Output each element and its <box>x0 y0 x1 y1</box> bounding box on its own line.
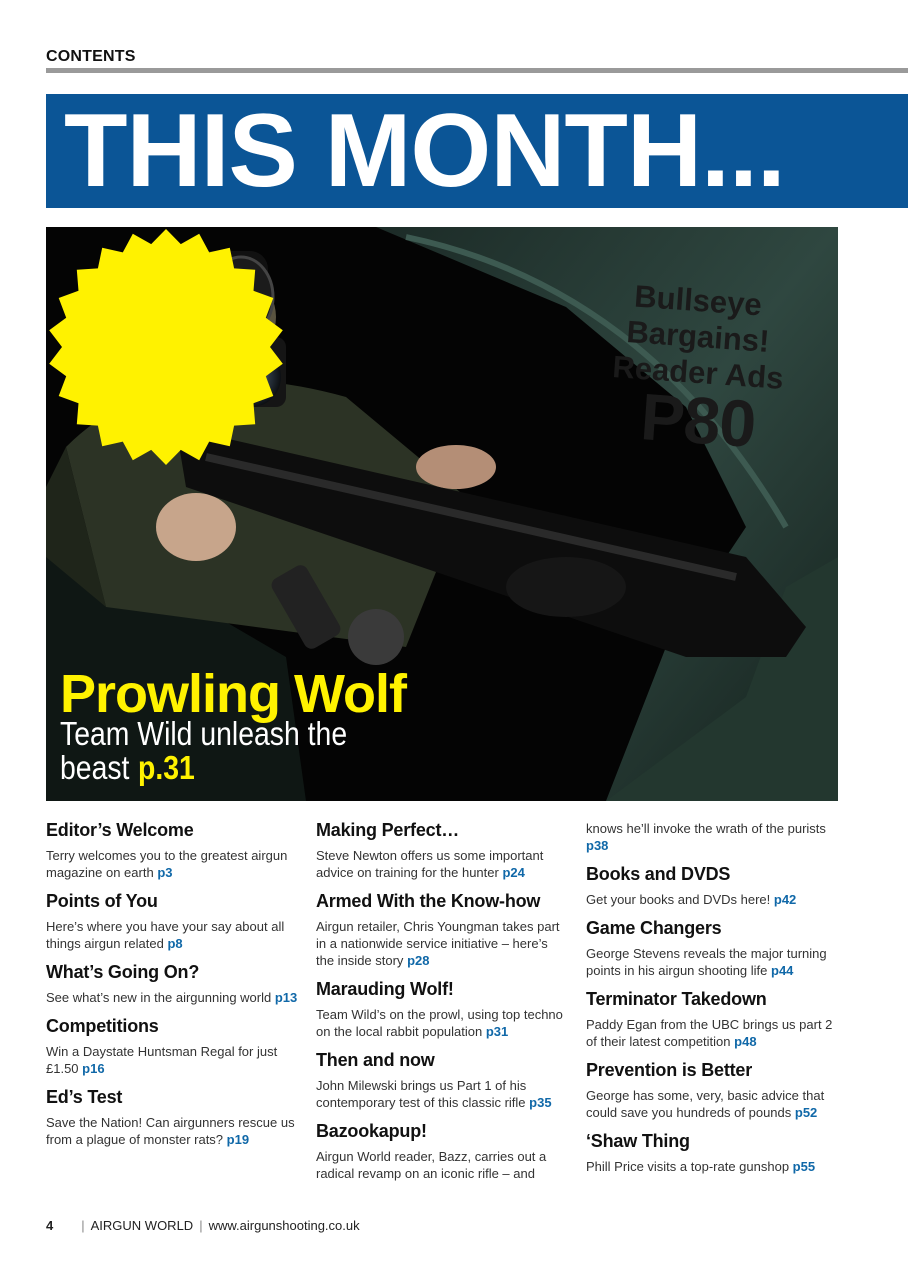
contents-item-page[interactable]: p48 <box>734 1034 757 1049</box>
contents-item[interactable] <box>316 891 568 969</box>
contents-item-title: Marauding Wolf! <box>316 979 454 999</box>
contents-item-text: Terry welcomes you to the greatest airgun magazine on earth <box>46 848 288 880</box>
contents-item-page[interactable]: p19 <box>226 1132 250 1147</box>
contents-item-page[interactable]: p16 <box>82 1061 105 1076</box>
hero-subtitle-line-2: beast <box>60 749 130 786</box>
contents-item[interactable] <box>316 1050 568 1111</box>
contents-column-1 <box>46 820 298 1158</box>
contents-item-page[interactable]: p24 <box>502 865 525 880</box>
contents-item-text: Phill Price visits a top-rate gunshop <box>586 1159 790 1174</box>
contents-item-title: Making Perfect… <box>316 820 460 840</box>
hero-subtitle <box>60 717 347 785</box>
contents-item-text: Here’s where you have your say about all things airgun related <box>46 919 285 951</box>
contents-item-page[interactable]: p52 <box>794 1105 818 1120</box>
page-number: 4 <box>46 1218 54 1233</box>
contents-item-title: Ed’s Test <box>46 1087 123 1107</box>
hero-title: Prowling Wolf <box>60 664 406 724</box>
hero-page-ref[interactable]: p.31 <box>138 749 195 786</box>
contents-item-page[interactable]: p31 <box>485 1024 509 1039</box>
contents-item-title: Armed With the Know-how <box>316 891 541 911</box>
badge-line-1: Bullseye <box>633 278 763 323</box>
contents-item-text: Steve Newton offers us some important advice on training for the hunter <box>316 848 544 880</box>
contents-item-page[interactable]: p44 <box>771 963 794 978</box>
this-month-banner <box>46 94 908 208</box>
contents-item-title: Then and now <box>316 1050 435 1070</box>
badge-page: P80 <box>638 379 758 461</box>
contents-item-title: Competitions <box>46 1016 159 1036</box>
contents-item[interactable] <box>586 1131 838 1175</box>
badge-line-2: Bargains! <box>625 314 771 359</box>
contents-item-title: Game Changers <box>586 918 722 938</box>
reader-ads-starburst <box>46 227 286 467</box>
contents-item-title: Bazookapup! <box>316 1121 427 1141</box>
contents-item-page[interactable]: p8 <box>167 936 183 951</box>
banner-title: THIS MONTH... <box>64 94 785 208</box>
contents-item-text: Airgun retailer, Chris Youngman takes part in a nationwide service initiative – here’s the inside story <box>316 919 560 968</box>
contents-item-title: Points of You <box>46 891 158 911</box>
contents-item-title: Terminator Takedown <box>586 989 767 1009</box>
badge-line-3: Reader Ads <box>611 349 785 396</box>
contents-item-text: George Stevens reveals the major turning points in his airgun shooting life <box>586 946 827 978</box>
contents-item-title: Books and DVDS <box>586 864 731 884</box>
contents-item[interactable] <box>46 1087 298 1148</box>
contents-item-page[interactable]: p38 <box>586 838 609 853</box>
contents-item-title: Prevention is Better <box>586 1060 753 1080</box>
contents-item-text: knows he’ll invoke the wrath of the purists <box>586 821 826 836</box>
contents-item[interactable] <box>316 979 568 1040</box>
contents-item-page[interactable]: p13 <box>274 990 298 1005</box>
contents-item-page[interactable]: p55 <box>792 1159 816 1174</box>
header-rule <box>46 68 908 73</box>
contents-item[interactable] <box>316 1121 568 1182</box>
contents-item[interactable] <box>586 1060 838 1121</box>
contents-item-title: Editor’s Welcome <box>46 820 194 840</box>
contents-item[interactable] <box>46 891 298 952</box>
contents-item[interactable] <box>586 864 838 908</box>
contents-item-text: Paddy Egan from the UBC brings us part 2 of their latest competition <box>586 1017 833 1049</box>
contents-item[interactable] <box>586 989 838 1050</box>
hero-image <box>46 227 838 801</box>
contents-column-3 <box>586 820 838 1185</box>
contents-item-page[interactable]: p28 <box>407 953 430 968</box>
contents-item[interactable] <box>316 820 568 881</box>
contents-item-page[interactable]: p35 <box>529 1095 552 1110</box>
contents-item-text: George has some, very, basic advice that could save you hundreds of pounds <box>586 1088 825 1120</box>
contents-item[interactable] <box>46 962 298 1006</box>
section-label: CONTENTS <box>46 48 136 65</box>
contents-item[interactable] <box>46 1016 298 1077</box>
page-footer: 4 | AIRGUN WORLD | www.airgunshooting.co.uk <box>46 1218 360 1233</box>
contents-item[interactable] <box>586 918 838 979</box>
contents-item-text: Win a Daystate Huntsman Regal for just £1.50 <box>46 1044 278 1076</box>
hero-subtitle-line-1: Team Wild unleash the <box>60 715 348 752</box>
contents-item[interactable] <box>46 820 298 881</box>
contents-item-text: Save the Nation! Can airgunners rescue us from a plague of monster rats? <box>46 1115 295 1147</box>
magazine-name: AIRGUN WORLD <box>90 1218 194 1233</box>
contents-item-title: ‘Shaw Thing <box>586 1131 690 1151</box>
contents-item-title: What’s Going On? <box>46 962 200 982</box>
contents-item-text: See what’s new in the airgunning world <box>46 990 272 1005</box>
contents-item-page[interactable]: p3 <box>157 865 173 880</box>
reader-ads-badge[interactable] <box>578 257 818 497</box>
contents-item-page[interactable]: p42 <box>773 892 797 907</box>
contents-item-text: John Milewski brings us Part 1 of his contemporary test of this classic rifle <box>316 1078 527 1110</box>
contents-item-text: Airgun World reader, Bazz, carries out a radical revamp on an iconic rifle – and <box>316 1149 547 1181</box>
website-url[interactable]: www.airgunshooting.co.uk <box>208 1218 360 1233</box>
contents-item[interactable] <box>586 820 838 854</box>
contents-column-2 <box>316 820 568 1192</box>
contents-item-text: Team Wild’s on the prowl, using top techno on the local rabbit population <box>316 1007 563 1039</box>
contents-item-text: Get your books and DVDs here! <box>586 892 771 907</box>
